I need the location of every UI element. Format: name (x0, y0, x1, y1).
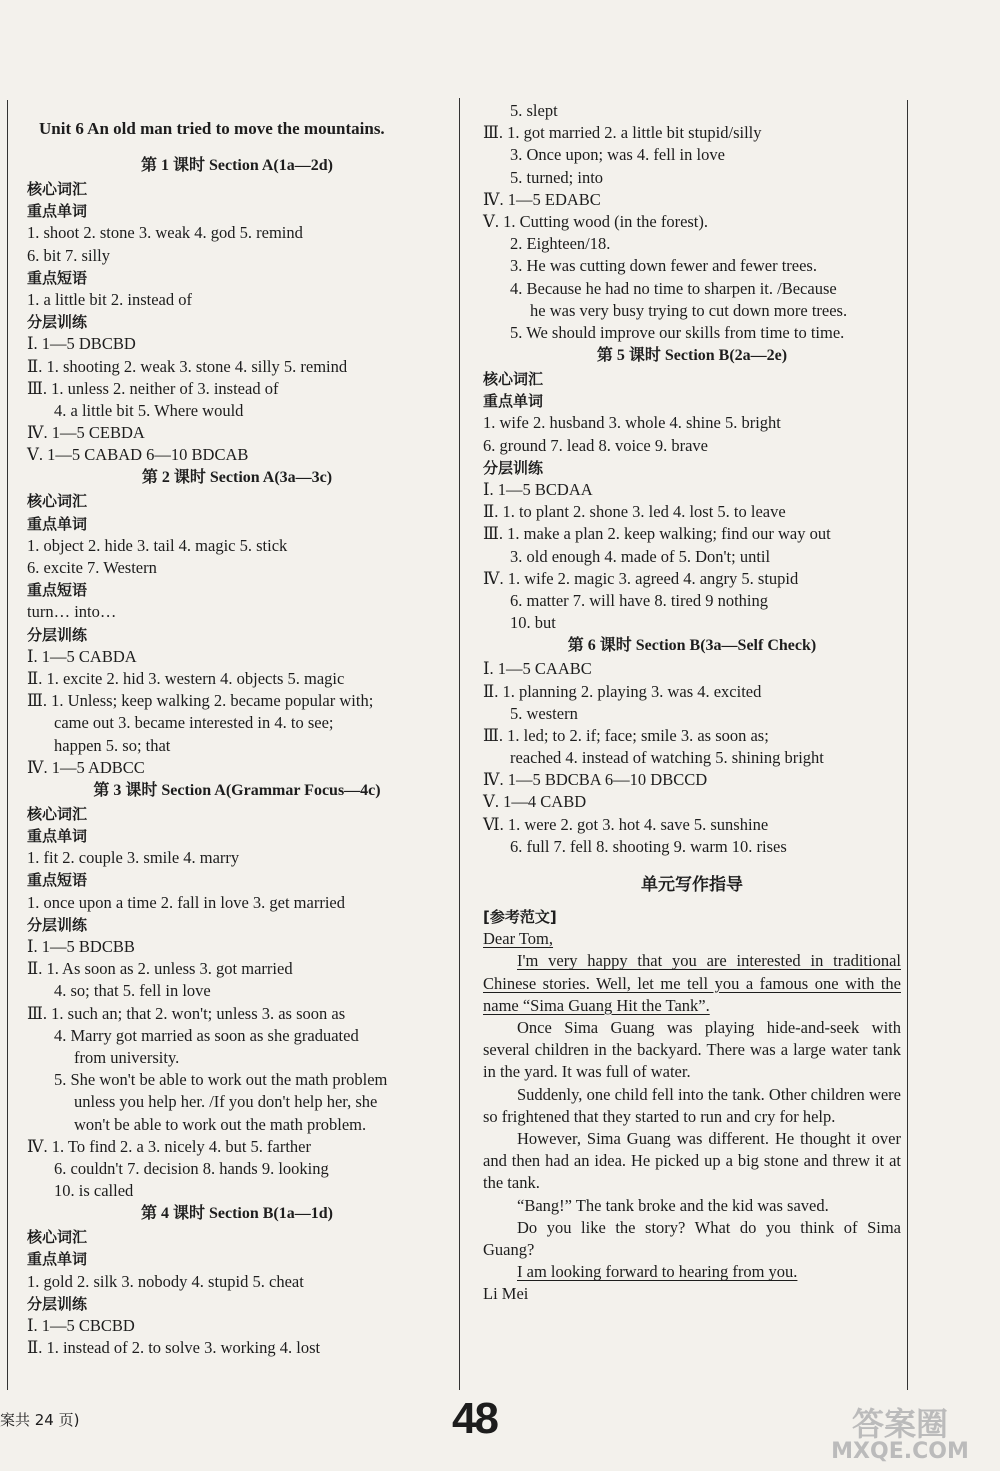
answer-line: Ⅳ. 1. wife 2. magic 3. agreed 4. angry 5. stupid (483, 568, 799, 588)
answer-line: Ⅳ. 1—5 EDABC (483, 189, 601, 209)
essay-paragraph-2: Suddenly, one child fell into the tank. Other children were so frightened that they started to run and cry for help. (483, 1084, 901, 1126)
answer-line: 4. Because he had no time to sharpen it. /Because (510, 278, 837, 298)
section-heading: 分层训练 (27, 1294, 88, 1313)
answer-line: reached 4. instead of watching 5. shining bright (510, 748, 824, 768)
section-heading: 分层训练 (27, 915, 88, 934)
section-heading: 核心词汇 (27, 804, 88, 823)
answer-line: 3. Once upon; was 4. fell in love (510, 145, 725, 165)
section-heading: 分层训练 (483, 458, 544, 477)
answer-line: Ⅳ. 1. To find 2. a 3. nicely 4. but 5. farther (27, 1136, 312, 1156)
essay-paragraph-5: Do you like the story? What do you think of Sima Guang? (483, 1217, 901, 1260)
section-heading: 重点单词 (27, 202, 88, 221)
answer-line: came out 3. became interested in 4. to see; (54, 713, 334, 733)
answer-line: Ⅴ. 1—4 CABD (483, 792, 587, 812)
model-essay (483, 906, 901, 1306)
answer-line: Ⅲ. 1. led; to 2. if; face; smile 3. as soon as; (483, 725, 769, 745)
answer-line: Ⅱ. 1. instead of 2. to solve 3. working 4. lost (27, 1338, 321, 1358)
answer-line: turn… into… (27, 602, 117, 622)
essay-label: [参考范文] (483, 908, 557, 926)
essay-closing: I am looking forward to hearing from you. (517, 1262, 798, 1282)
section-heading: 分层训练 (27, 625, 88, 644)
lesson-heading: 第 5 课时 Section B(2a—2e) (596, 347, 788, 365)
answer-line: Ⅵ. 1. were 2. got 3. hot 4. save 5. sunshine (483, 814, 769, 834)
section-heading: 核心词汇 (27, 492, 88, 511)
answer-line: 6. ground 7. lead 8. voice 9. brave (483, 435, 708, 455)
answer-line: 10. is called (54, 1181, 134, 1201)
answer-line: from university. (74, 1047, 180, 1067)
essay-signature: Li Mei (483, 1284, 529, 1304)
answer-line: Ⅲ. 1. unless 2. neither of 3. instead of (27, 378, 279, 398)
answer-line: Ⅳ. 1—5 BDCBA 6—10 DBCCD (483, 770, 708, 790)
section-heading: 重点单词 (27, 827, 88, 846)
answer-line: 1. object 2. hide 3. tail 4. magic 5. stick (27, 535, 288, 555)
footer-page-note: 案共 24 页) (0, 1411, 80, 1429)
lesson-heading: 第 2 课时 Section A(3a—3c) (141, 469, 333, 487)
answer-line: Ⅰ. 1—5 CBCBD (27, 1316, 135, 1335)
answer-line: 4. a little bit 5. Where would (54, 400, 244, 420)
watermark-title: 答案圈 (851, 1405, 948, 1443)
answer-line: Ⅲ. 1. make a plan 2. keep walking; find our way out (483, 524, 831, 544)
section-heading: 核心词汇 (27, 1228, 88, 1247)
essay-paragraph-3: However, Sima Guang was different. He thought it over and then had an idea. He picked up a big stone and threw it at the tank. (483, 1129, 901, 1193)
answer-line: he was very busy trying to cut down more trees. (530, 300, 848, 320)
section-heading: 重点短语 (27, 871, 88, 890)
right-column-body (483, 100, 901, 858)
answer-line: Ⅰ. 1—5 DBCBD (27, 334, 136, 354)
answer-line: 2. Eighteen/18. (510, 234, 611, 254)
answer-line: 1. wife 2. husband 3. whole 4. shine 5. bright (483, 413, 781, 433)
answer-line: 1. fit 2. couple 3. smile 4. marry (27, 848, 240, 868)
lesson-heading: 第 1 课时 Section A(1a—2d) (140, 157, 333, 174)
answer-line: 1. gold 2. silk 3. nobody 4. stupid 5. cheat (27, 1271, 304, 1291)
lesson-heading: 第 3 课时 Section A(Grammar Focus—4c) (93, 781, 381, 799)
answer-line: 5. We should improve our skills from time to time. (510, 322, 845, 342)
column-divider (459, 98, 460, 1390)
answer-line: 1. a little bit 2. instead of (27, 289, 192, 309)
right-column (483, 100, 901, 1306)
section-heading: 核心词汇 (483, 370, 544, 389)
answer-line: Ⅱ. 1. planning 2. playing 3. was 4. excited (483, 681, 762, 701)
unit-title: Unit 6 An old man tried to move the mountains. (39, 119, 385, 138)
left-border (7, 100, 8, 1390)
answer-line: Ⅴ. 1—5 CABAD 6—10 BDCAB (27, 445, 249, 465)
answer-line: unless you help her. /If you don't help her, she (74, 1092, 378, 1112)
answer-line: 1. once upon a time 2. fall in love 3. get married (27, 892, 345, 912)
answer-line: Ⅰ. 1—5 BCDAA (483, 480, 593, 499)
right-border (907, 100, 908, 1390)
answer-line: Ⅱ. 1. As soon as 2. unless 3. got married (27, 959, 293, 979)
answer-line: Ⅱ. 1. shooting 2. weak 3. stone 4. silly 5. remind (27, 356, 348, 376)
watermark-url: MXQE.COM (831, 1439, 969, 1464)
section-heading: 重点单词 (483, 392, 544, 411)
answer-line: 6. bit 7. silly (27, 245, 110, 265)
section-heading: 重点单词 (27, 514, 88, 533)
watermark-logo (815, 1405, 985, 1468)
answer-line: 6. couldn't 7. decision 8. hands 9. looking (54, 1158, 329, 1178)
answer-line: Ⅱ. 1. excite 2. hid 3. western 4. objects 5. magic (27, 668, 345, 688)
answer-line: won't be able to work out the math problem. (74, 1114, 367, 1134)
answer-line: Ⅰ. 1—5 BDCBB (27, 937, 135, 956)
answer-line: Ⅰ. 1—5 CAABC (483, 659, 592, 679)
answer-line: Ⅳ. 1—5 ADBCC (27, 757, 145, 777)
answer-line: Ⅲ. 1. such an; that 2. won't; unless 3. as soon as (27, 1003, 346, 1023)
answer-line: Ⅱ. 1. to plant 2. shone 3. led 4. lost 5. to leave (483, 502, 786, 522)
answer-line: 5. western (510, 703, 578, 723)
essay-paragraph-4: “Bang!” The tank broke and the kid was saved. (517, 1195, 829, 1215)
left-column (27, 100, 447, 1359)
answer-line: 5. turned; into (510, 167, 604, 187)
answer-line: Ⅳ. 1—5 CEBDA (27, 423, 145, 443)
answer-line: 4. Marry got married as soon as she graduated (54, 1025, 359, 1045)
answer-line: 10. but (510, 613, 556, 633)
lesson-heading: 第 6 课时 Section B(3a—Self Check) (567, 637, 817, 655)
section-heading: 重点短语 (27, 268, 88, 287)
lesson-heading: 第 4 课时 Section B(1a—1d) (140, 1205, 333, 1223)
section-heading: 分层训练 (27, 313, 88, 332)
answer-line: 6. matter 7. will have 8. tired 9 nothing (510, 590, 768, 610)
answer-line: 6. full 7. fell 8. shooting 9. warm 10. rises (510, 836, 787, 856)
section-heading: 重点单词 (27, 1250, 88, 1269)
answer-line: happen 5. so; that (54, 735, 171, 755)
essay-greeting: Dear Tom, (483, 929, 554, 949)
section-heading: 重点短语 (27, 581, 88, 600)
answer-line: Ⅲ. 1. Unless; keep walking 2. became popular with; (27, 691, 374, 711)
answer-line: 5. slept (510, 101, 558, 120)
answer-line: Ⅴ. 1. Cutting wood (in the forest). (483, 211, 709, 231)
page-number: 48 (452, 1394, 497, 1443)
answer-line: 3. He was cutting down fewer and fewer trees. (510, 256, 817, 276)
writing-heading: 单元写作指导 (641, 875, 743, 895)
left-column-body (27, 154, 447, 1359)
answer-line: 4. so; that 5. fell in love (54, 981, 211, 1001)
answer-line: Ⅲ. 1. got married 2. a little bit stupid/silly (483, 123, 762, 143)
answer-line: 6. excite 7. Western (27, 558, 157, 577)
section-heading: 核心词汇 (27, 180, 88, 198)
answer-line: 5. She won't be able to work out the math problem (54, 1070, 388, 1090)
answer-line: Ⅰ. 1—5 CABDA (27, 646, 137, 666)
answer-line: 3. old enough 4. made of 5. Don't; until (510, 546, 771, 566)
essay-paragraph-1: Once Sima Guang was playing hide-and-seek with several children in the backyard. There was a large water tank in the yard. It was full of water. (483, 1018, 901, 1082)
answer-line: 1. shoot 2. stone 3. weak 4. god 5. remind (27, 223, 303, 243)
essay-intro: I'm very happy that you are interested in traditional Chinese stories. Well, let me tell you a famous one with the name “Sima Guang Hit the Tank”. (483, 951, 901, 1015)
